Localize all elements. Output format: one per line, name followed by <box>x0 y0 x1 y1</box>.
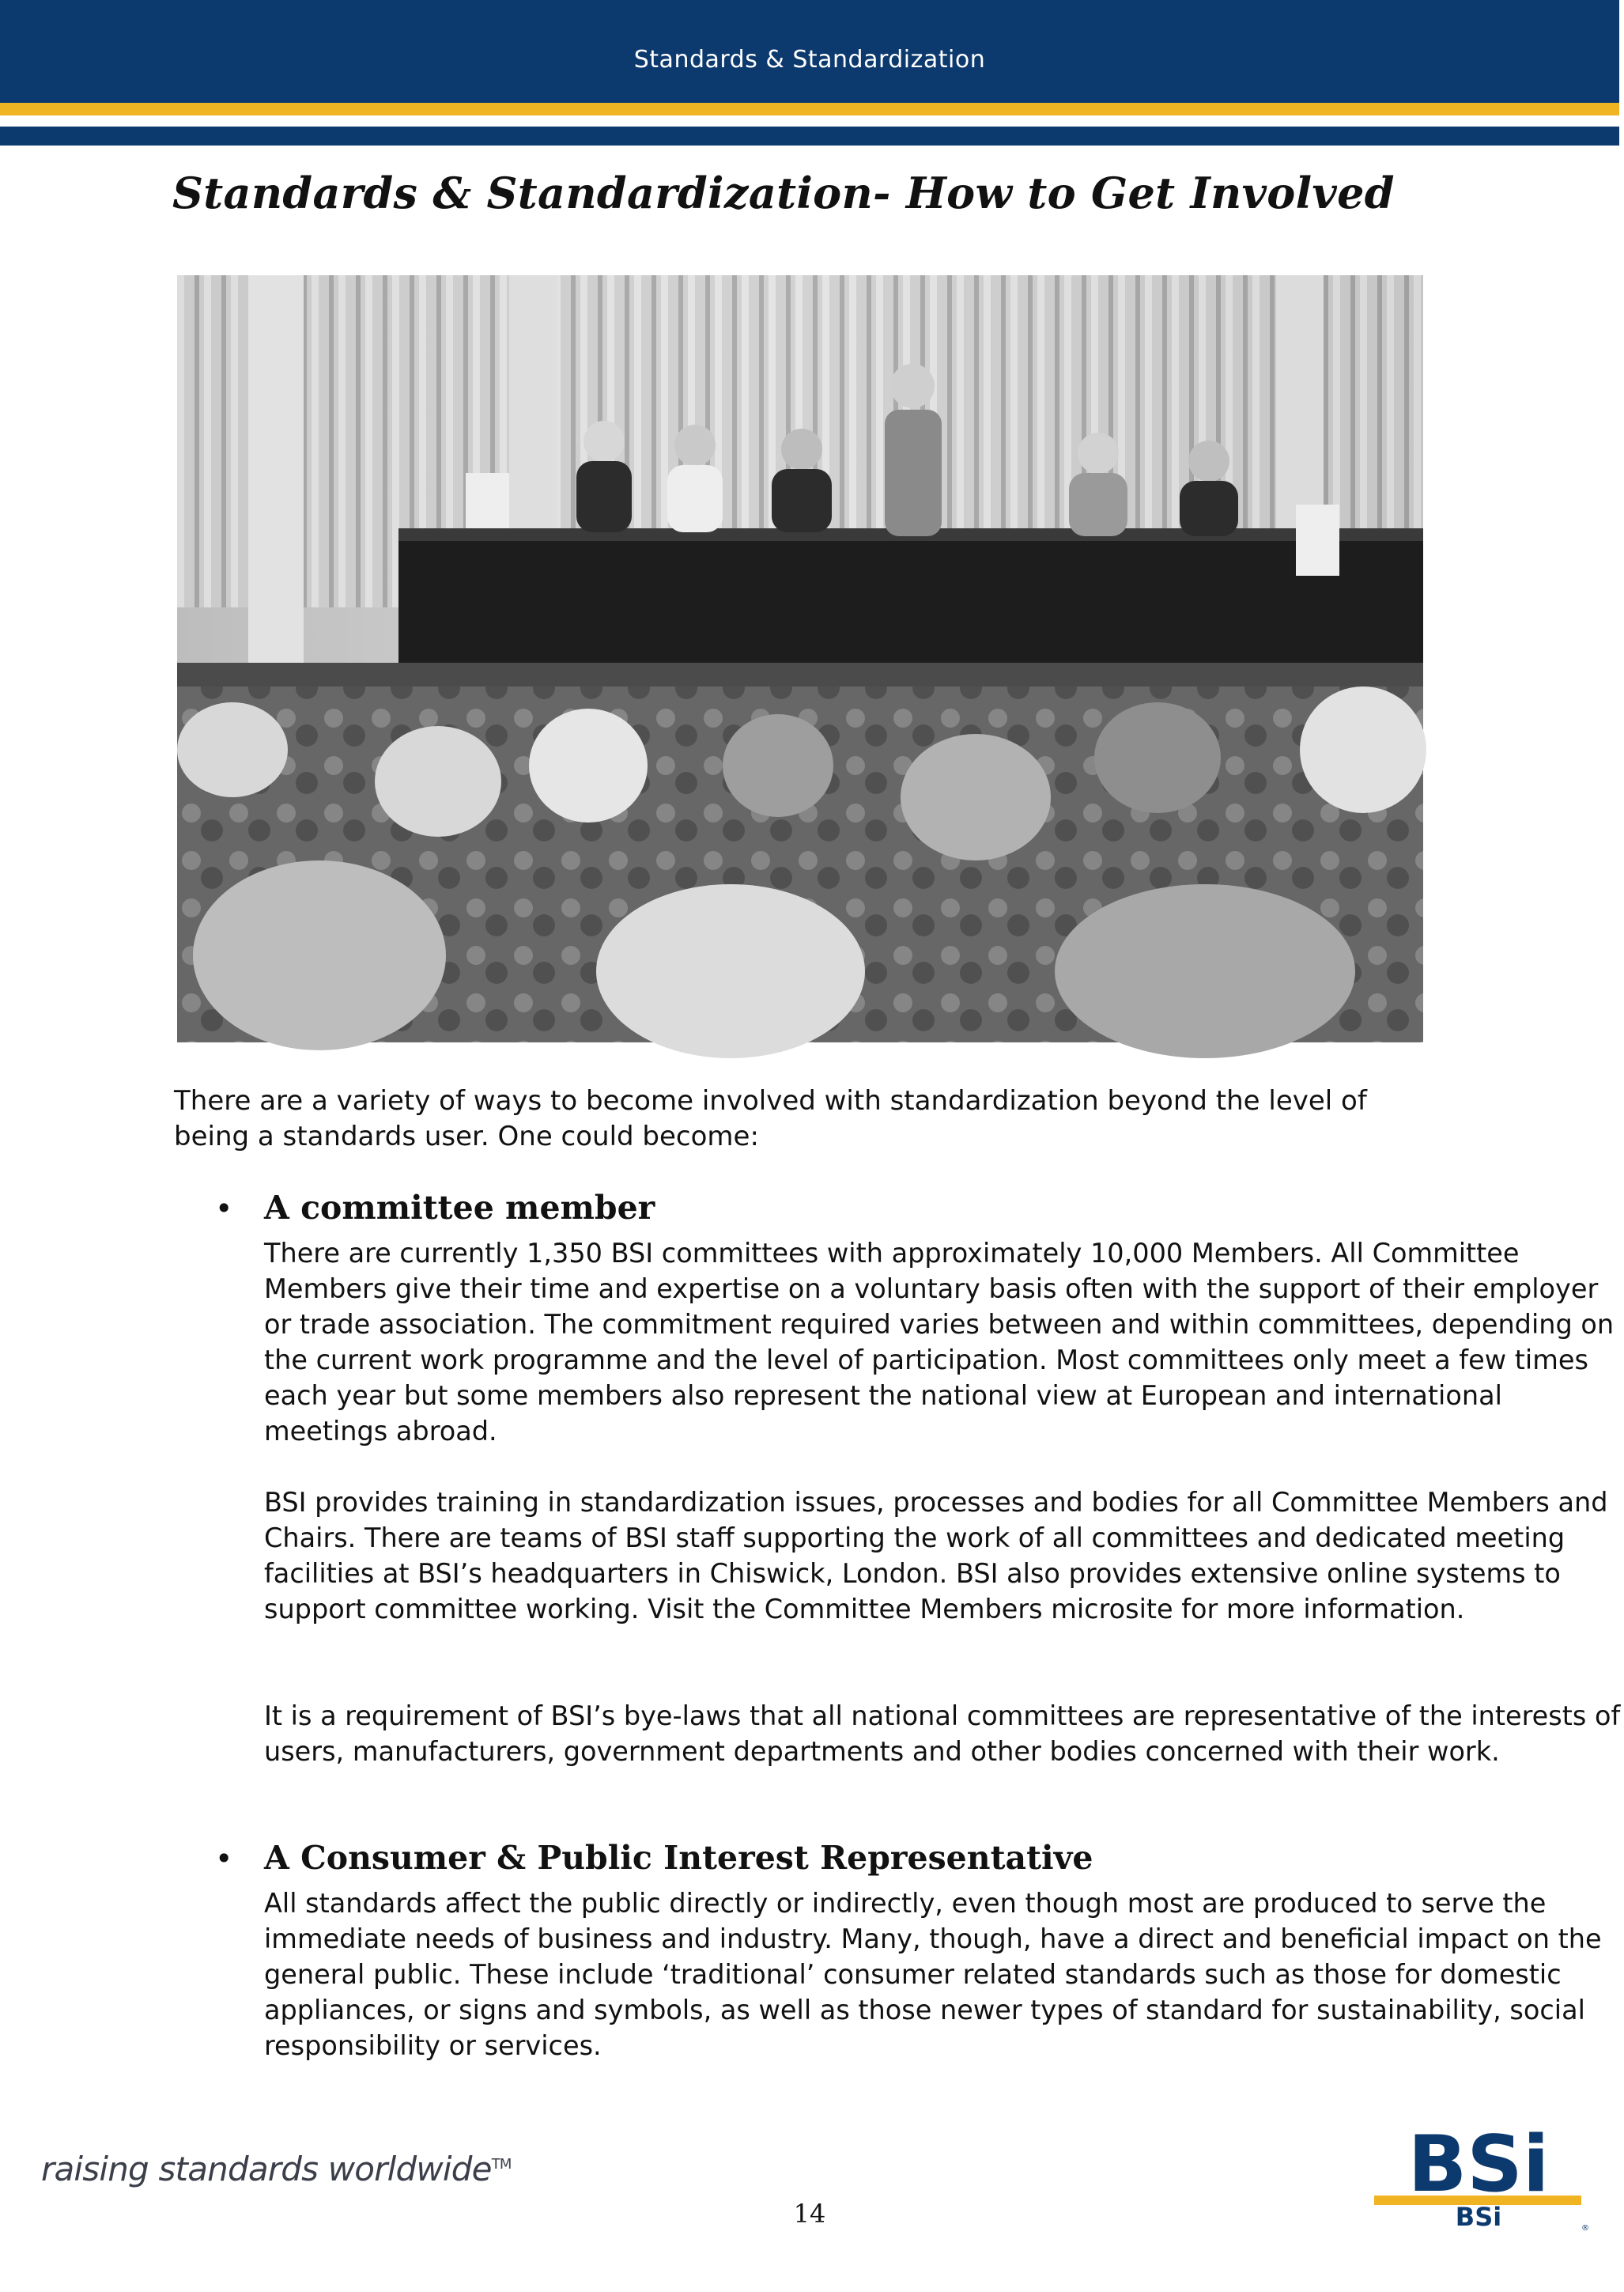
header-gold-rule <box>0 103 1619 115</box>
section-paragraph: All standards affect the public directly or indirectly, even though most are produced to serve the immediate needs of business and industry. Many, though, have a direct and beneficial impact on the general public. These include ‘traditional’ consumer related standards such as those for domestic appliances, or signs and symbols, as well as those newer types of standard for sustainability, social responsibility or services. <box>264 1888 1602 2061</box>
svg-text:BSi: BSi <box>1455 2202 1502 2232</box>
header-navy-rule <box>0 127 1619 146</box>
section-paragraph: It is a requirement of BSI’s bye-laws that all national committees are representative of the interests of users, manufacturers, government departments and other bodies concerned with their work. <box>264 1700 1621 1767</box>
section-paragraph: There are currently 1,350 BSI committees with approximately 10,000 Members. All Committee Members give their time and expertise on a voluntary basis often with the support of their employer or trade association. The commitment required varies between and within committees, depending on the current work programme and the level of participation. Most committees only meet a few times each year but some members also represent the national view at European and international meetings abroad. <box>264 1238 1615 1447</box>
page-number: 14 <box>793 2199 826 2229</box>
bullet-icon: • <box>215 1191 233 1226</box>
intro-paragraph: There are a variety of ways to become involved with standardization beyond the level of being a standards user. One could become: <box>174 1085 1367 1152</box>
header-title: Standards & Standardization <box>633 46 986 74</box>
meeting-photo <box>177 275 1423 1042</box>
svg-text:BSi: BSi <box>1407 2120 1550 2210</box>
section-heading: A Consumer & Public Interest Representative <box>264 1839 1093 1877</box>
svg-text:®: ® <box>1581 2224 1589 2233</box>
footer-tagline: raising standards worldwide™ <box>41 2150 512 2188</box>
header-white-rule <box>0 115 1619 127</box>
section-heading: A committee member <box>264 1189 655 1227</box>
bullet-icon: • <box>215 1841 233 1876</box>
section-paragraph: BSI provides training in standardization issues, processes and bodies for all Committee Members and Chairs. There are teams of BSI staff supporting the work of all committees and dedicated meeting facilities at BSI’s headquarters in Chiswick, London. BSI also provides extensive online systems to support committee working. Visit the Committee Members microsite for more information. <box>264 1487 1608 1624</box>
page-title: Standards & Standardization- How to Get Involved <box>172 168 1395 218</box>
bsi-logo <box>1374 2120 1589 2233</box>
